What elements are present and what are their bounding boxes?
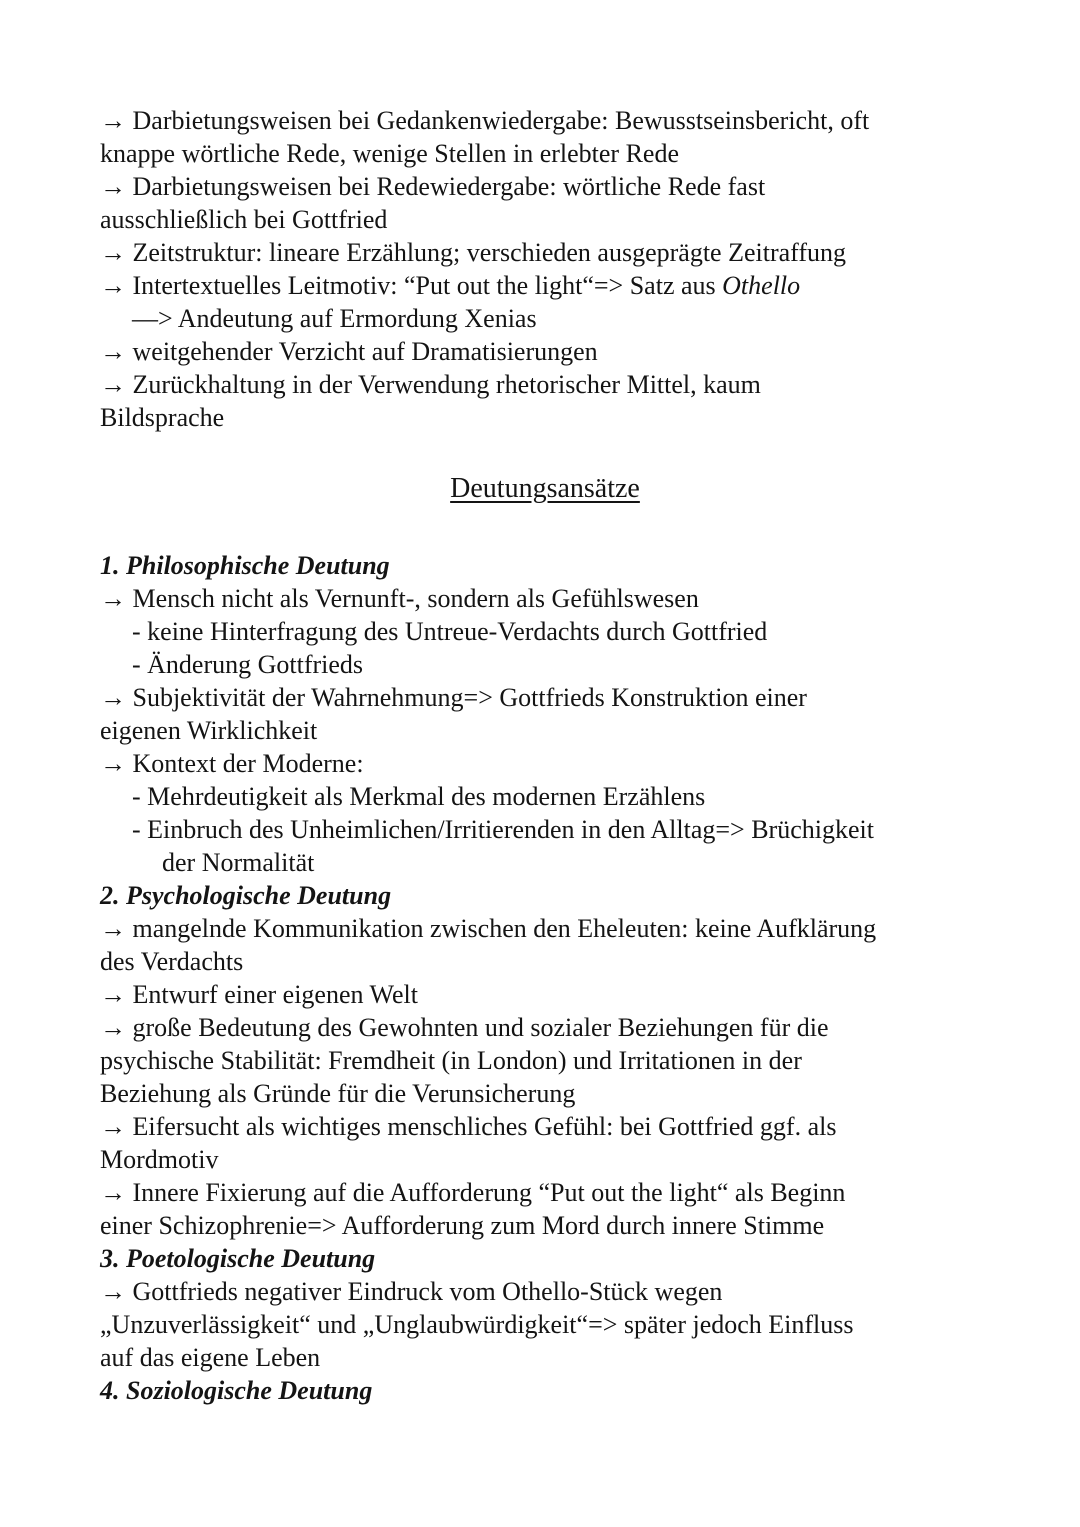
section-heading-soziologische: 4. Soziologische Deutung <box>100 1376 373 1405</box>
page-title <box>100 472 990 505</box>
note-subline: —> Andeutung auf Ermordung Xenias <box>132 304 537 333</box>
note-line: knappe wörtliche Rede, wenige Stellen in erlebter Rede <box>100 139 680 168</box>
note-line: Beziehung als Gründe für die Verunsicherung <box>100 1079 576 1108</box>
note-line: auf das eigene Leben <box>100 1343 321 1372</box>
note-line: einer Schizophrenie=> Aufforderung zum Mord durch innere Stimme <box>100 1211 825 1240</box>
note-line: → weitgehender Verzicht auf Dramatisierungen <box>100 337 598 366</box>
note-subline: - Änderung Gottfrieds <box>132 650 364 679</box>
note-line: eigenen Wirklichkeit <box>100 716 318 745</box>
note-line: → Kontext der Moderne: <box>100 749 364 778</box>
note-subline: der Normalität <box>162 848 315 877</box>
note-subline: - Mehrdeutigkeit als Merkmal des modernen Erzählens <box>132 782 706 811</box>
note-line: Mordmotiv <box>100 1145 219 1174</box>
note-line-text: → Intertextuelles Leitmotiv: “Put out the light“=> Satz aus <box>100 271 723 300</box>
note-line: → Darbietungsweisen bei Redewiedergabe: wörtliche Rede fast <box>100 172 766 201</box>
note-line: „Unzuverlässigkeit“ und „Unglaubwürdigkeit“=> später jedoch Einfluss <box>100 1310 854 1339</box>
note-line: → Darbietungsweisen bei Gedankenwiedergabe: Bewusstseinsbericht, oft <box>100 106 870 135</box>
section-heading-philosophische: 1. Philosophische Deutung <box>100 551 390 580</box>
note-line: → Eifersucht als wichtiges menschliches Gefühl: bei Gottfried ggf. als <box>100 1112 837 1141</box>
note-subline: - keine Hinterfragung des Untreue-Verdachts durch Gottfried <box>132 617 768 646</box>
note-line: → mangelnde Kommunikation zwischen den Eheleuten: keine Aufklärung <box>100 914 877 943</box>
note-line: → Zurückhaltung in der Verwendung rhetorischer Mittel, kaum <box>100 370 761 399</box>
note-line: psychische Stabilität: Fremdheit (in London) und Irritationen in der <box>100 1046 802 1075</box>
note-line: → Mensch nicht als Vernunft-, sondern als Gefühlswesen <box>100 584 699 613</box>
italic-title-othello: Othello <box>722 271 801 300</box>
note-line: → Innere Fixierung auf die Aufforderung “Put out the light“ als Beginn <box>100 1178 846 1207</box>
page-title-text: Deutungsansätze <box>450 473 640 504</box>
note-line <box>100 269 990 302</box>
note-line: des Verdachts <box>100 947 244 976</box>
note-line: → Gottfrieds negativer Eindruck vom Othello-Stück wegen <box>100 1277 723 1306</box>
note-line: → Subjektivität der Wahrnehmung=> Gottfrieds Konstruktion einer <box>100 683 807 712</box>
note-line: → Entwurf einer eigenen Welt <box>100 980 418 1009</box>
note-line: → große Bedeutung des Gewohnten und sozialer Beziehungen für die <box>100 1013 829 1042</box>
section-heading-poetologische: 3. Poetologische Deutung <box>100 1244 376 1273</box>
note-line: Bildsprache <box>100 403 225 432</box>
note-subline: - Einbruch des Unheimlichen/Irritierenden in den Alltag=> Brüchigkeit <box>132 815 874 844</box>
note-line: ausschließlich bei Gottfried <box>100 205 388 234</box>
note-line: → Zeitstruktur: lineare Erzählung; verschieden ausgeprägte Zeitraffung <box>100 238 847 267</box>
section-heading-psychologische: 2. Psychologische Deutung <box>100 881 392 910</box>
